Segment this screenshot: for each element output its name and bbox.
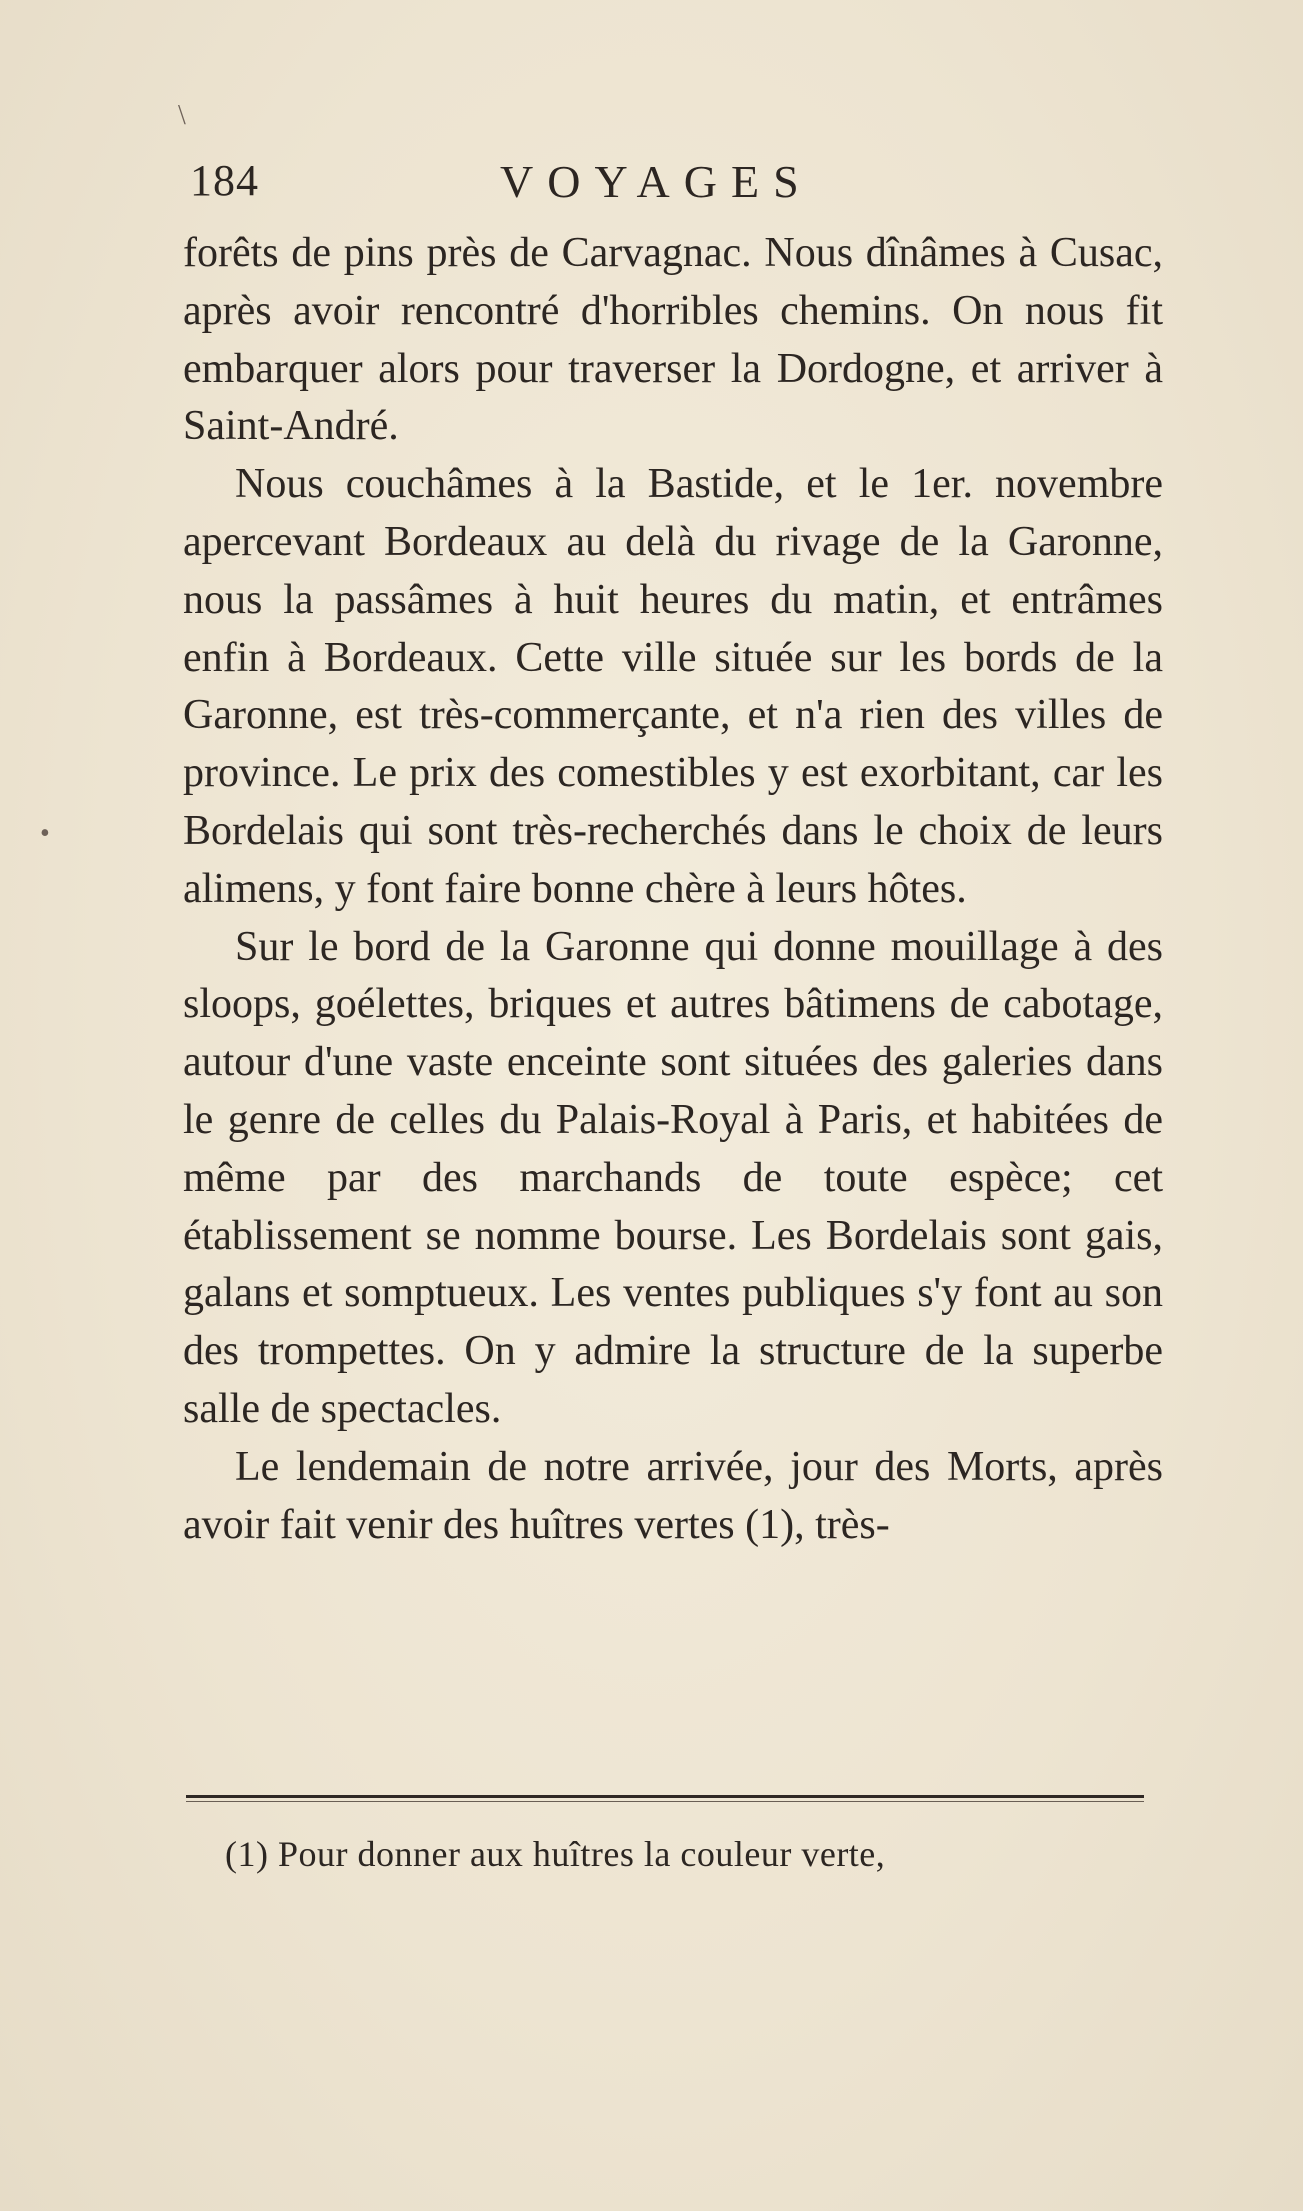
footnote-divider-thin xyxy=(186,1801,1144,1802)
running-title: VOYAGES xyxy=(500,156,813,207)
footnote: (1) Pour donner aux huîtres la couleur verte, xyxy=(225,1834,886,1874)
page-header xyxy=(190,155,1170,225)
footnote-divider xyxy=(186,1795,1144,1798)
paragraph-1: forêts de pins près de Carvagnac. Nous dînâmes à Cusac, après avoir rencontré d'horribles chemins. On nous fit embarquer alors pour traverser la Dordogne, et arriver à Saint-André. xyxy=(183,230,1163,450)
paragraph-2: Nous couchâmes à la Bastide, et le 1er. novembre apercevant Bordeaux au delà du rivage de la Garonne, nous la passâmes à huit heures du matin, et entrâmes enfin à Bordeaux. Cette ville située sur les bords de la Garonne, est très-commerçante, et n'a rien des villes de province. Le prix des comestibles y est exorbitant, car les Bordelais qui sont très-recherchés dans le choix de leurs alimens, y font faire bonne chère à leurs hôtes. xyxy=(183,461,1163,912)
paragraph-4: Le lendemain de notre arrivée, jour des Morts, après avoir fait venir des huîtres vertes (1), très- xyxy=(183,1443,1163,1548)
ink-speck: • xyxy=(40,818,50,849)
page-mark: \ xyxy=(178,100,186,131)
body-text xyxy=(183,225,1163,1554)
page-number: 184 xyxy=(190,156,259,205)
paragraph-3: Sur le bord de la Garonne qui donne mouillage à des sloops, goélettes, briques et autres bâtimens de cabotage, autour d'une vaste enceinte sont situées des galeries dans le genre de celles du Palais-Royal à Paris, et habitées de même par des marchands de toute espèce; cet établissement se nomme bourse. Les Bordelais sont gais, galans et somptueux. Les ventes publiques s'y font au son des trompettes. On y admire la structure de la superbe salle de spectacles. xyxy=(183,923,1163,1432)
